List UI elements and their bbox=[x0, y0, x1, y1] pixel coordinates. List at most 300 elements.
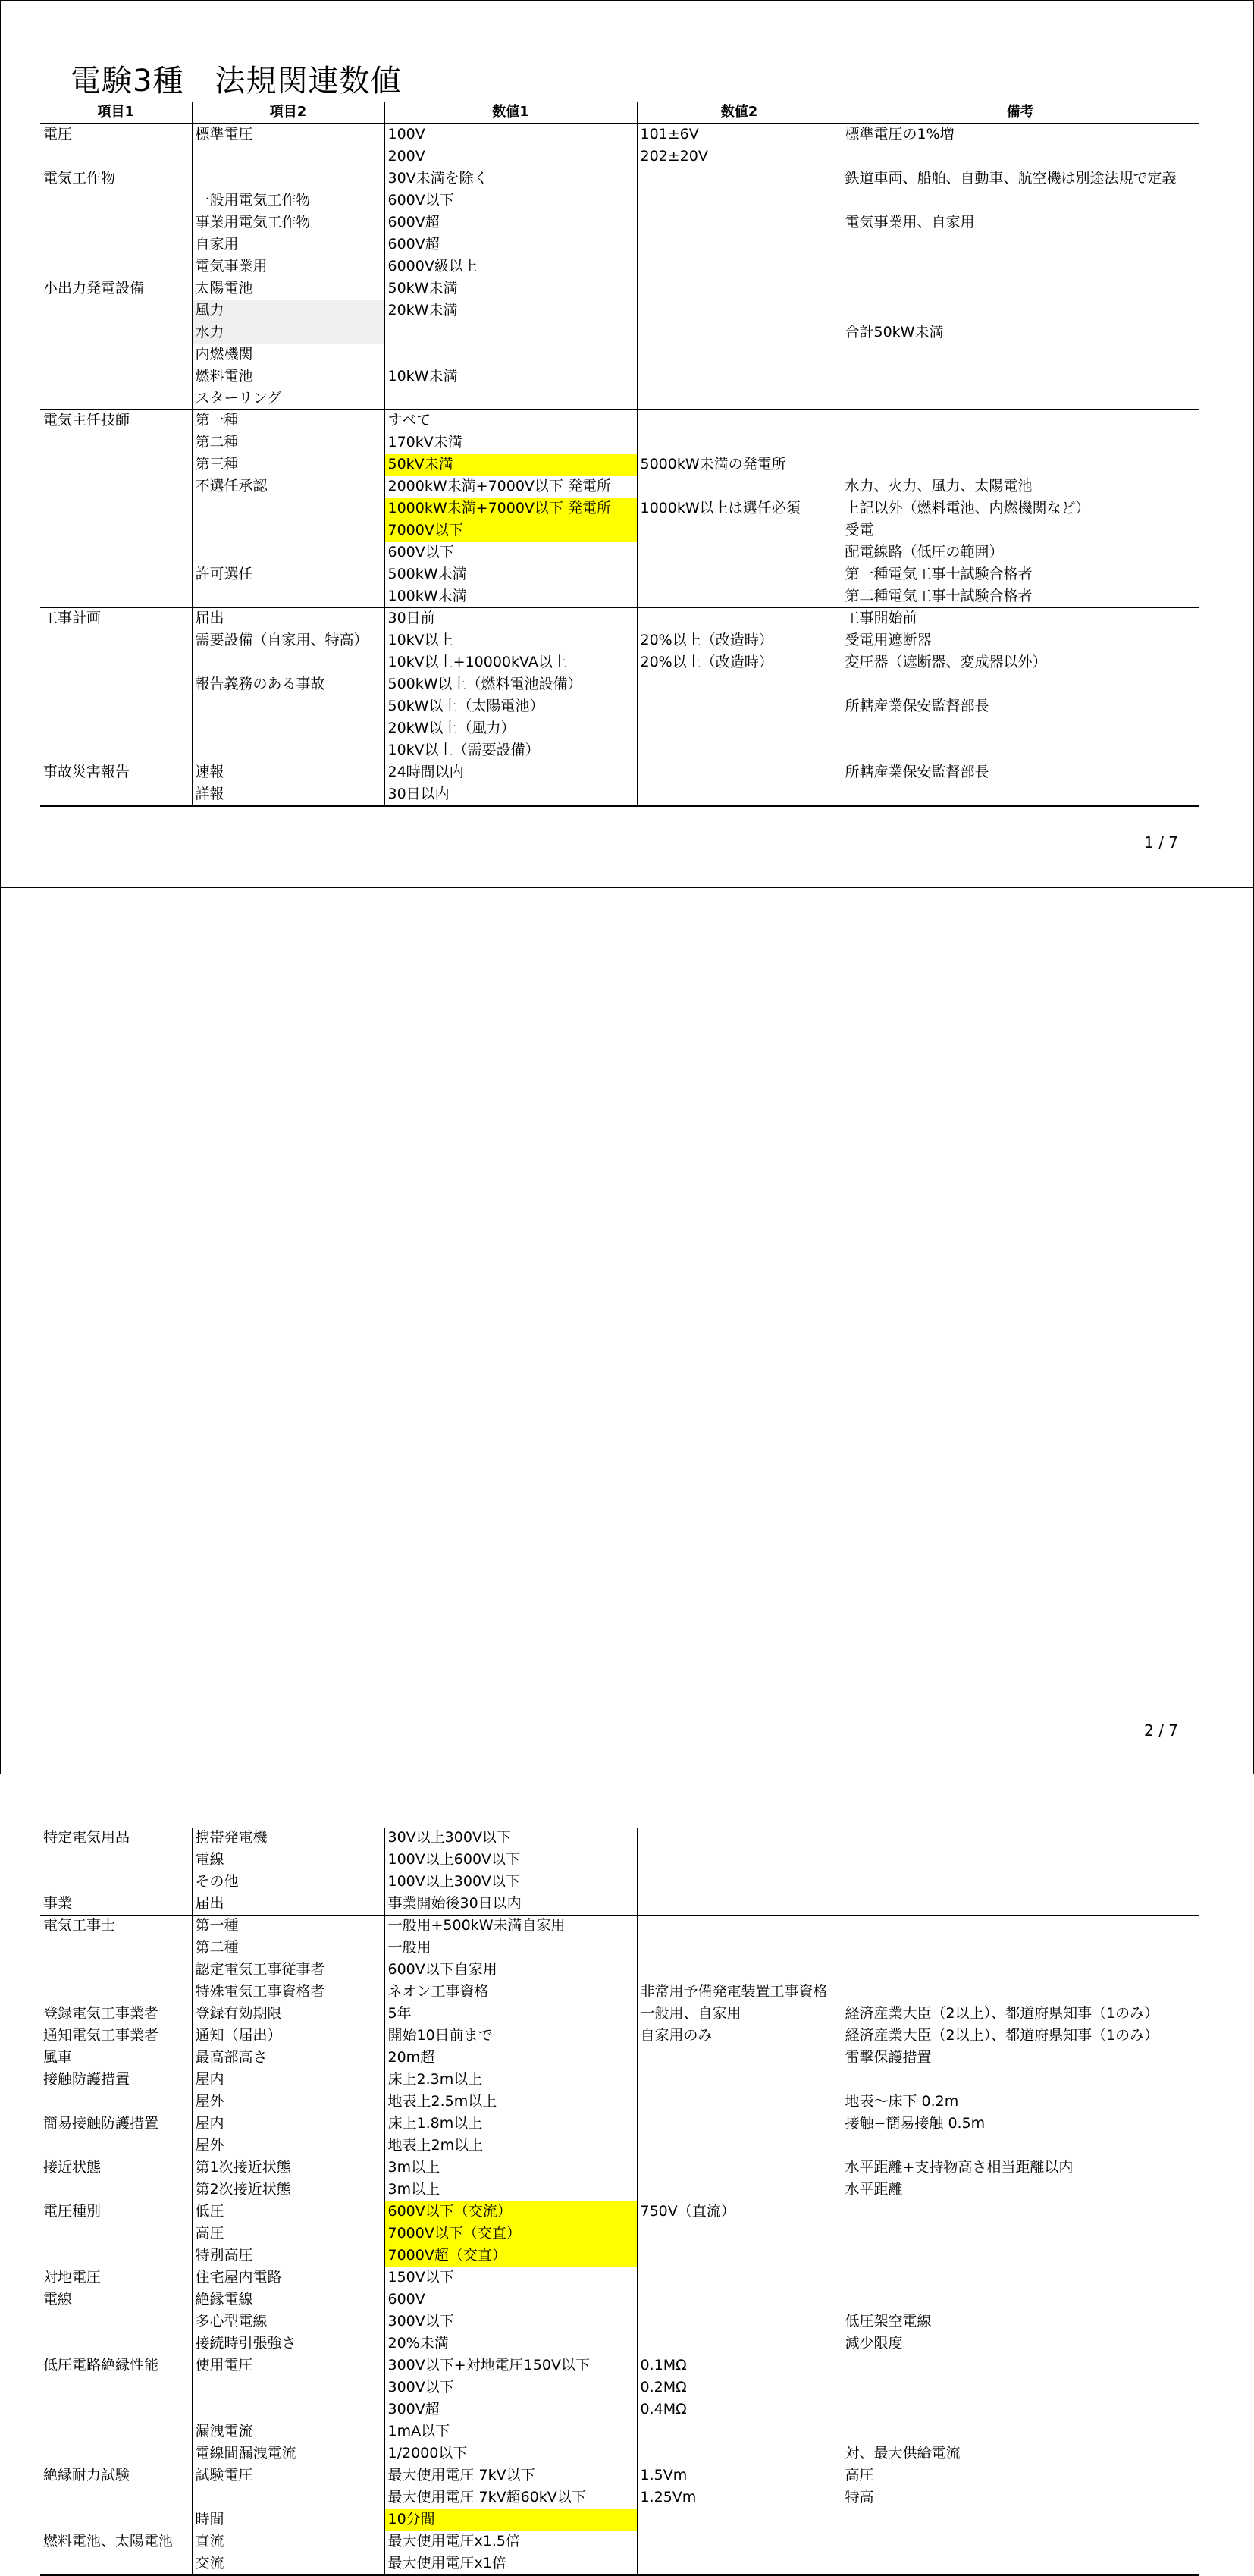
table-cell: 第一種 bbox=[192, 410, 384, 432]
table-cell: 300V以下 bbox=[384, 2377, 637, 2399]
table-cell: 高圧 bbox=[842, 2465, 1199, 2487]
table-cell: 1.25Vm bbox=[637, 2487, 842, 2509]
table-cell bbox=[637, 2047, 842, 2069]
table-cell: 特定電気用品 bbox=[43, 1829, 130, 1846]
table-cell: 屋外 bbox=[192, 2091, 384, 2113]
table-cell bbox=[842, 1916, 1199, 1937]
table-cell: 7000V超（交直） bbox=[384, 2245, 637, 2267]
table-cell bbox=[40, 234, 192, 256]
table-row bbox=[40, 696, 1199, 718]
table-cell bbox=[637, 784, 842, 807]
table-cell bbox=[637, 1828, 842, 1850]
table-cell: すべて bbox=[384, 410, 637, 432]
header-item1: 項目1 bbox=[40, 102, 192, 124]
table-cell bbox=[192, 146, 384, 168]
table-cell: 地表上2.5m以上 bbox=[384, 2091, 637, 2113]
table-cell bbox=[637, 608, 842, 630]
table-cell: 電気工作物 bbox=[43, 170, 116, 187]
table-row bbox=[40, 2531, 1199, 2553]
table-row bbox=[40, 2377, 1199, 2399]
table-cell bbox=[192, 696, 384, 718]
table-row bbox=[40, 190, 1199, 212]
header-value2: 数値2 bbox=[637, 102, 842, 124]
table-cell: 1.5Vm bbox=[637, 2465, 842, 2487]
table-row bbox=[40, 608, 1199, 630]
table-cell: 高圧 bbox=[192, 2223, 384, 2245]
table-cell bbox=[40, 2421, 192, 2443]
table-row bbox=[40, 542, 1199, 564]
table-cell bbox=[842, 718, 1199, 740]
table-cell bbox=[40, 344, 192, 366]
table-cell bbox=[40, 740, 192, 762]
table-cell bbox=[842, 2355, 1199, 2377]
table-row bbox=[40, 2267, 1199, 2289]
table-cell bbox=[637, 740, 842, 762]
table-cell: 電気事業用 bbox=[192, 256, 384, 278]
table-cell bbox=[40, 2487, 192, 2509]
table-cell: 認定電気工事従事者 bbox=[192, 1959, 384, 1981]
table-cell: 100V bbox=[384, 124, 637, 146]
table-cell: 工事開始前 bbox=[842, 608, 1199, 630]
table-cell bbox=[842, 454, 1199, 476]
table-cell: 地表～床下 0.2m bbox=[842, 2091, 1199, 2113]
table-cell bbox=[637, 2245, 842, 2267]
table-cell: 低圧電路絶縁性能 bbox=[43, 2357, 159, 2374]
table-row bbox=[40, 2135, 1199, 2157]
table-cell bbox=[637, 696, 842, 718]
table-row bbox=[40, 2465, 1199, 2487]
table-cell bbox=[842, 2509, 1199, 2531]
table-cell: 最大使用電圧x1倍 bbox=[384, 2553, 637, 2576]
table-cell: 300V超 bbox=[384, 2399, 637, 2421]
table-cell: 床上1.8m以上 bbox=[384, 2113, 637, 2135]
table-cell bbox=[637, 2531, 842, 2553]
table-cell: 第一種電気工事士試験合格者 bbox=[842, 564, 1199, 586]
table-cell bbox=[637, 2421, 842, 2443]
table-row bbox=[40, 2355, 1199, 2377]
table-cell bbox=[842, 2201, 1199, 2223]
table-row bbox=[40, 1959, 1199, 1981]
table-cell: 2000kW未満+7000V以下 発電所 bbox=[384, 476, 637, 498]
table-cell: 100kW未満 bbox=[384, 586, 637, 608]
table-cell: 水力 bbox=[192, 322, 384, 344]
table-cell: 登録電気工事業者 bbox=[43, 2005, 159, 2022]
table-cell: 200V bbox=[384, 146, 637, 168]
table-row bbox=[40, 2311, 1199, 2333]
table-cell: 500kW未満 bbox=[384, 564, 637, 586]
table-cell: 受電用遮断器 bbox=[842, 630, 1199, 652]
table-cell: 一般用、自家用 bbox=[637, 2003, 842, 2025]
table-cell: 第2次接近状態 bbox=[192, 2179, 384, 2201]
table-cell bbox=[637, 1959, 842, 1981]
table-cell bbox=[842, 2553, 1199, 2576]
table-cell: 1000kW未満+7000V以下 発電所 bbox=[384, 498, 637, 520]
table-cell bbox=[842, 344, 1199, 366]
table-cell: 住宅屋内電路 bbox=[192, 2267, 384, 2289]
table-cell: 600V以下 bbox=[384, 542, 637, 564]
table-row bbox=[40, 344, 1199, 366]
table-row bbox=[40, 146, 1199, 168]
table-cell bbox=[40, 784, 192, 807]
table-row bbox=[40, 652, 1199, 674]
table-cell: 風車 bbox=[40, 2047, 192, 2069]
table-cell bbox=[637, 2113, 842, 2135]
table-body bbox=[40, 1828, 1199, 2576]
table-cell: 特別高圧 bbox=[192, 2245, 384, 2267]
table-cell: 3m以上 bbox=[384, 2179, 637, 2201]
table-cell: 第二種 bbox=[192, 1937, 384, 1959]
table-row bbox=[40, 498, 1199, 520]
table-cell bbox=[40, 2509, 192, 2531]
table-cell: 太陽電池 bbox=[192, 278, 384, 300]
page-2 bbox=[0, 887, 1254, 2571]
table-cell bbox=[637, 1872, 842, 1894]
table-cell: 漏洩電流 bbox=[192, 2421, 384, 2443]
table-cell bbox=[842, 2069, 1199, 2091]
table-row bbox=[40, 784, 1199, 807]
table-row bbox=[40, 2201, 1199, 2223]
table-cell: 電線 bbox=[192, 1850, 384, 1872]
table-cell bbox=[40, 432, 192, 454]
table-cell: 対、最大供給電流 bbox=[842, 2443, 1199, 2465]
table-cell bbox=[40, 256, 192, 278]
table-row bbox=[40, 1937, 1199, 1959]
table-cell bbox=[842, 1894, 1199, 1916]
table-cell: 登録有効期限 bbox=[192, 2003, 384, 2025]
table-cell: 特高 bbox=[842, 2487, 1199, 2509]
table-cell bbox=[40, 476, 192, 498]
table-cell bbox=[637, 2157, 842, 2179]
table-cell bbox=[637, 674, 842, 696]
table-row bbox=[40, 1916, 1199, 1937]
table-row bbox=[40, 2113, 1199, 2135]
table-row bbox=[40, 168, 1199, 190]
values-table-page-1 bbox=[40, 101, 1199, 807]
table-row bbox=[40, 2047, 1199, 2069]
table-cell bbox=[637, 322, 842, 344]
table-cell: 事業用電気工作物 bbox=[192, 212, 384, 234]
table-cell: 電線間漏洩電流 bbox=[192, 2443, 384, 2465]
table-cell bbox=[637, 256, 842, 278]
table-cell bbox=[637, 2443, 842, 2465]
table-cell bbox=[637, 2333, 842, 2355]
table-cell: 6000V級以上 bbox=[384, 256, 637, 278]
table-cell bbox=[384, 344, 637, 366]
table-cell bbox=[842, 2289, 1199, 2311]
table-cell: 屋内 bbox=[192, 2113, 384, 2135]
table-cell bbox=[40, 454, 192, 476]
table-row bbox=[40, 2069, 1199, 2091]
table-cell bbox=[842, 2399, 1199, 2421]
table-cell: 0.4MΩ bbox=[637, 2399, 842, 2421]
table-cell: 20%未満 bbox=[384, 2333, 637, 2355]
table-row bbox=[40, 256, 1199, 278]
table-cell: 50kW以上（太陽電池） bbox=[384, 696, 637, 718]
table-row bbox=[40, 2091, 1199, 2113]
table-cell: 非常用予備発電装置工事資格 bbox=[637, 1981, 842, 2003]
table-cell bbox=[842, 410, 1199, 432]
table-cell bbox=[637, 2069, 842, 2091]
table-cell: 届出 bbox=[192, 1894, 384, 1916]
table-cell: 最大使用電圧 7kV以下 bbox=[384, 2465, 637, 2487]
table-cell bbox=[637, 234, 842, 256]
table-cell bbox=[40, 2377, 192, 2399]
table-cell bbox=[637, 762, 842, 784]
table-cell: 30日前 bbox=[384, 608, 637, 630]
table-row bbox=[40, 740, 1199, 762]
table-row bbox=[40, 1850, 1199, 1872]
table-row bbox=[40, 124, 1199, 146]
table-row bbox=[40, 2157, 1199, 2179]
table-cell: 水平距離 bbox=[842, 2179, 1199, 2201]
table-cell: 3m以上 bbox=[384, 2157, 637, 2179]
table-row bbox=[40, 2399, 1199, 2421]
table-row bbox=[40, 212, 1199, 234]
table-cell: 所轄産業保安監督部長 bbox=[842, 696, 1199, 718]
table-cell bbox=[40, 1959, 192, 1981]
table-cell bbox=[842, 2421, 1199, 2443]
table-cell bbox=[637, 1937, 842, 1959]
table-cell: 速報 bbox=[192, 762, 384, 784]
table-row bbox=[40, 2421, 1199, 2443]
table-cell bbox=[637, 190, 842, 212]
table-cell: 自家用 bbox=[192, 234, 384, 256]
table-cell: 水力、火力、風力、太陽電池 bbox=[842, 476, 1199, 498]
table-row bbox=[40, 410, 1199, 432]
table-cell bbox=[842, 278, 1199, 300]
table-cell bbox=[40, 1981, 192, 2003]
table-row bbox=[40, 278, 1199, 300]
table-cell: 10kV以上（需要設備） bbox=[384, 740, 637, 762]
header-item2: 項目2 bbox=[192, 102, 384, 124]
table-row bbox=[40, 476, 1199, 498]
table-row bbox=[40, 630, 1199, 652]
table-cell bbox=[637, 344, 842, 366]
table-cell: 上記以外（燃料電池、内燃機関など） bbox=[842, 498, 1199, 520]
table-row bbox=[40, 2223, 1199, 2245]
table-cell: 水平距離+支持物高さ相当距離以内 bbox=[842, 2157, 1199, 2179]
table-cell: 電圧 bbox=[40, 124, 192, 146]
table-row bbox=[40, 2289, 1199, 2311]
table-cell: 交流 bbox=[192, 2553, 384, 2576]
table-cell: 接触−簡易接触 0.5m bbox=[842, 2113, 1199, 2135]
table-cell: 小出力発電設備 bbox=[43, 280, 145, 297]
table-cell: 需要設備（自家用、特高） bbox=[192, 630, 384, 652]
table-cell: 経済産業大臣（2以上）、都道府県知事（1のみ） bbox=[842, 2003, 1199, 2025]
table-row bbox=[40, 2003, 1199, 2025]
table-cell: 絶縁電線 bbox=[192, 2289, 384, 2311]
table-row bbox=[40, 2443, 1199, 2465]
table-row bbox=[40, 2245, 1199, 2267]
table-cell: 一般用+500kW未満自家用 bbox=[384, 1916, 637, 1937]
table-cell bbox=[384, 388, 637, 410]
table-cell: 直流 bbox=[192, 2531, 384, 2553]
table-cell: 10kV以上 bbox=[384, 630, 637, 652]
table-cell bbox=[40, 564, 192, 586]
table-cell bbox=[842, 146, 1199, 168]
table-cell bbox=[842, 234, 1199, 256]
table-cell: 750V（直流） bbox=[637, 2201, 842, 2223]
table-cell bbox=[842, 300, 1199, 322]
table-cell: 通知（届出） bbox=[192, 2025, 384, 2047]
table-cell: 5年 bbox=[384, 2003, 637, 2025]
table-cell: 試験電圧 bbox=[192, 2465, 384, 2487]
table-row bbox=[40, 1894, 1199, 1916]
table-cell bbox=[192, 520, 384, 542]
table-cell: 30V以上300V以下 bbox=[384, 1828, 637, 1850]
table-cell: 風力 bbox=[192, 300, 384, 322]
table-cell: 低圧架空電線 bbox=[842, 2311, 1199, 2333]
table-cell bbox=[637, 388, 842, 410]
table-row bbox=[40, 366, 1199, 388]
table-cell: 0.1MΩ bbox=[637, 2355, 842, 2377]
table-row bbox=[40, 586, 1199, 608]
table-cell bbox=[40, 630, 192, 652]
table-cell bbox=[192, 718, 384, 740]
table-cell: 減少限度 bbox=[842, 2333, 1199, 2355]
table-cell bbox=[842, 190, 1199, 212]
table-cell bbox=[40, 696, 192, 718]
table-cell: 報告義務のある事故 bbox=[192, 674, 384, 696]
table-cell bbox=[637, 2179, 842, 2201]
page-1 bbox=[0, 0, 1254, 889]
table-cell: 30日以内 bbox=[384, 784, 637, 807]
table-cell: 合計50kW未満 bbox=[842, 322, 1199, 344]
table-cell: 600V超 bbox=[384, 234, 637, 256]
table-cell bbox=[192, 586, 384, 608]
table-cell bbox=[40, 2399, 192, 2421]
table-cell bbox=[637, 1894, 842, 1916]
table-cell bbox=[40, 300, 192, 322]
table-cell: 500kW以上（燃料電池設備） bbox=[384, 674, 637, 696]
table-cell bbox=[842, 2245, 1199, 2267]
header-remarks: 備考 bbox=[842, 102, 1199, 124]
table-cell bbox=[40, 542, 192, 564]
table-row bbox=[40, 2509, 1199, 2531]
table-cell: 50kW未満 bbox=[384, 278, 637, 300]
table-row bbox=[40, 432, 1199, 454]
table-row bbox=[40, 718, 1199, 740]
table-cell: 第三種 bbox=[192, 454, 384, 476]
table-cell bbox=[637, 2091, 842, 2113]
table-cell: 第二種 bbox=[192, 432, 384, 454]
table-cell: 変圧器（遮断器、変成器以外） bbox=[842, 652, 1199, 674]
table-cell: 事業 bbox=[43, 1895, 73, 1912]
table-cell bbox=[40, 718, 192, 740]
table-cell: 屋内 bbox=[192, 2069, 384, 2091]
table-cell: 600V以下 bbox=[384, 190, 637, 212]
table-cell bbox=[637, 476, 842, 498]
table-cell: 経済産業大臣（2以上）、都道府県知事（1のみ） bbox=[842, 2025, 1199, 2047]
table-cell bbox=[40, 2223, 192, 2245]
table-cell bbox=[40, 674, 192, 696]
header-row bbox=[40, 102, 1199, 124]
table-cell: 不選任承認 bbox=[192, 476, 384, 498]
table-cell: 標準電圧 bbox=[192, 124, 384, 146]
document-title: 電験3種 法規関連数値 bbox=[71, 64, 402, 99]
table-cell bbox=[637, 2553, 842, 2576]
table-row bbox=[40, 1828, 1199, 1850]
table-row bbox=[40, 2025, 1199, 2047]
table-cell: 届出 bbox=[192, 608, 384, 630]
table-cell bbox=[637, 366, 842, 388]
table-cell: 最大使用電圧x1.5倍 bbox=[384, 2531, 637, 2553]
table-cell bbox=[637, 432, 842, 454]
table-cell: 5000kW未満の発電所 bbox=[637, 454, 842, 476]
table-cell: 7000V以下 bbox=[384, 520, 637, 542]
table-cell bbox=[637, 212, 842, 234]
table-cell bbox=[40, 2311, 192, 2333]
table-cell: 標準電圧の1%増 bbox=[842, 124, 1199, 146]
table-cell: 床上2.3m以上 bbox=[384, 2069, 637, 2091]
table-cell bbox=[40, 652, 192, 674]
table-cell: 配電線路（低圧の範囲） bbox=[842, 542, 1199, 564]
table-row bbox=[40, 388, 1199, 410]
table-cell bbox=[842, 1872, 1199, 1894]
table-cell: 600V以下（交流） bbox=[384, 2201, 637, 2223]
table-row bbox=[40, 1872, 1199, 1894]
table-cell bbox=[637, 1850, 842, 1872]
table-cell: 10分間 bbox=[384, 2509, 637, 2531]
table-cell: 0.2MΩ bbox=[637, 2377, 842, 2399]
table-cell: 20%以上（改造時） bbox=[637, 630, 842, 652]
table-cell bbox=[40, 2333, 192, 2355]
table-cell bbox=[40, 212, 192, 234]
table-cell bbox=[637, 278, 842, 300]
table-cell: 101±6V bbox=[637, 124, 842, 146]
table-cell bbox=[40, 1937, 192, 1959]
table-cell bbox=[637, 300, 842, 322]
table-cell: 50kV未満 bbox=[384, 454, 637, 476]
table-cell: 300V以下 bbox=[384, 2311, 637, 2333]
table-cell: 自家用のみ bbox=[637, 2025, 842, 2047]
table-cell: 30V未満を除く bbox=[384, 168, 637, 190]
table-row bbox=[40, 674, 1199, 696]
table-row bbox=[40, 564, 1199, 586]
table-cell: 一般用 bbox=[384, 1937, 637, 1959]
table-cell bbox=[842, 388, 1199, 410]
table-cell bbox=[637, 718, 842, 740]
table-cell bbox=[40, 190, 192, 212]
table-cell: 使用電圧 bbox=[192, 2355, 384, 2377]
table-cell: 1/2000以下 bbox=[384, 2443, 637, 2465]
table-cell bbox=[637, 564, 842, 586]
table-body bbox=[40, 124, 1199, 806]
table-cell bbox=[384, 322, 637, 344]
table-cell: 開始10日前まで bbox=[384, 2025, 637, 2047]
table-cell: 工事計画 bbox=[40, 608, 192, 630]
table-cell: 20kW以上（風力） bbox=[384, 718, 637, 740]
table-cell: スターリング bbox=[192, 388, 384, 410]
table-cell bbox=[842, 2377, 1199, 2399]
table-cell: 600V超 bbox=[384, 212, 637, 234]
table-cell: 接触防護措置 bbox=[40, 2069, 192, 2091]
table-cell: 接近状態 bbox=[43, 2159, 102, 2176]
table-cell: 許可選任 bbox=[192, 564, 384, 586]
table-cell: 1000kW以上は選任必須 bbox=[637, 498, 842, 520]
table-cell bbox=[40, 2443, 192, 2465]
table-cell bbox=[192, 498, 384, 520]
table-cell: ネオン工事資格 bbox=[384, 1981, 637, 2003]
table-cell: 多心型電線 bbox=[192, 2311, 384, 2333]
table-cell bbox=[192, 2487, 384, 2509]
table-cell bbox=[192, 168, 384, 190]
table-cell bbox=[192, 542, 384, 564]
table-cell: 簡易接触防護措置 bbox=[43, 2115, 159, 2132]
table-cell: 第1次接近状態 bbox=[192, 2157, 384, 2179]
table-cell: 7000V以下（交直） bbox=[384, 2223, 637, 2245]
table-cell: 150V以下 bbox=[384, 2267, 637, 2289]
